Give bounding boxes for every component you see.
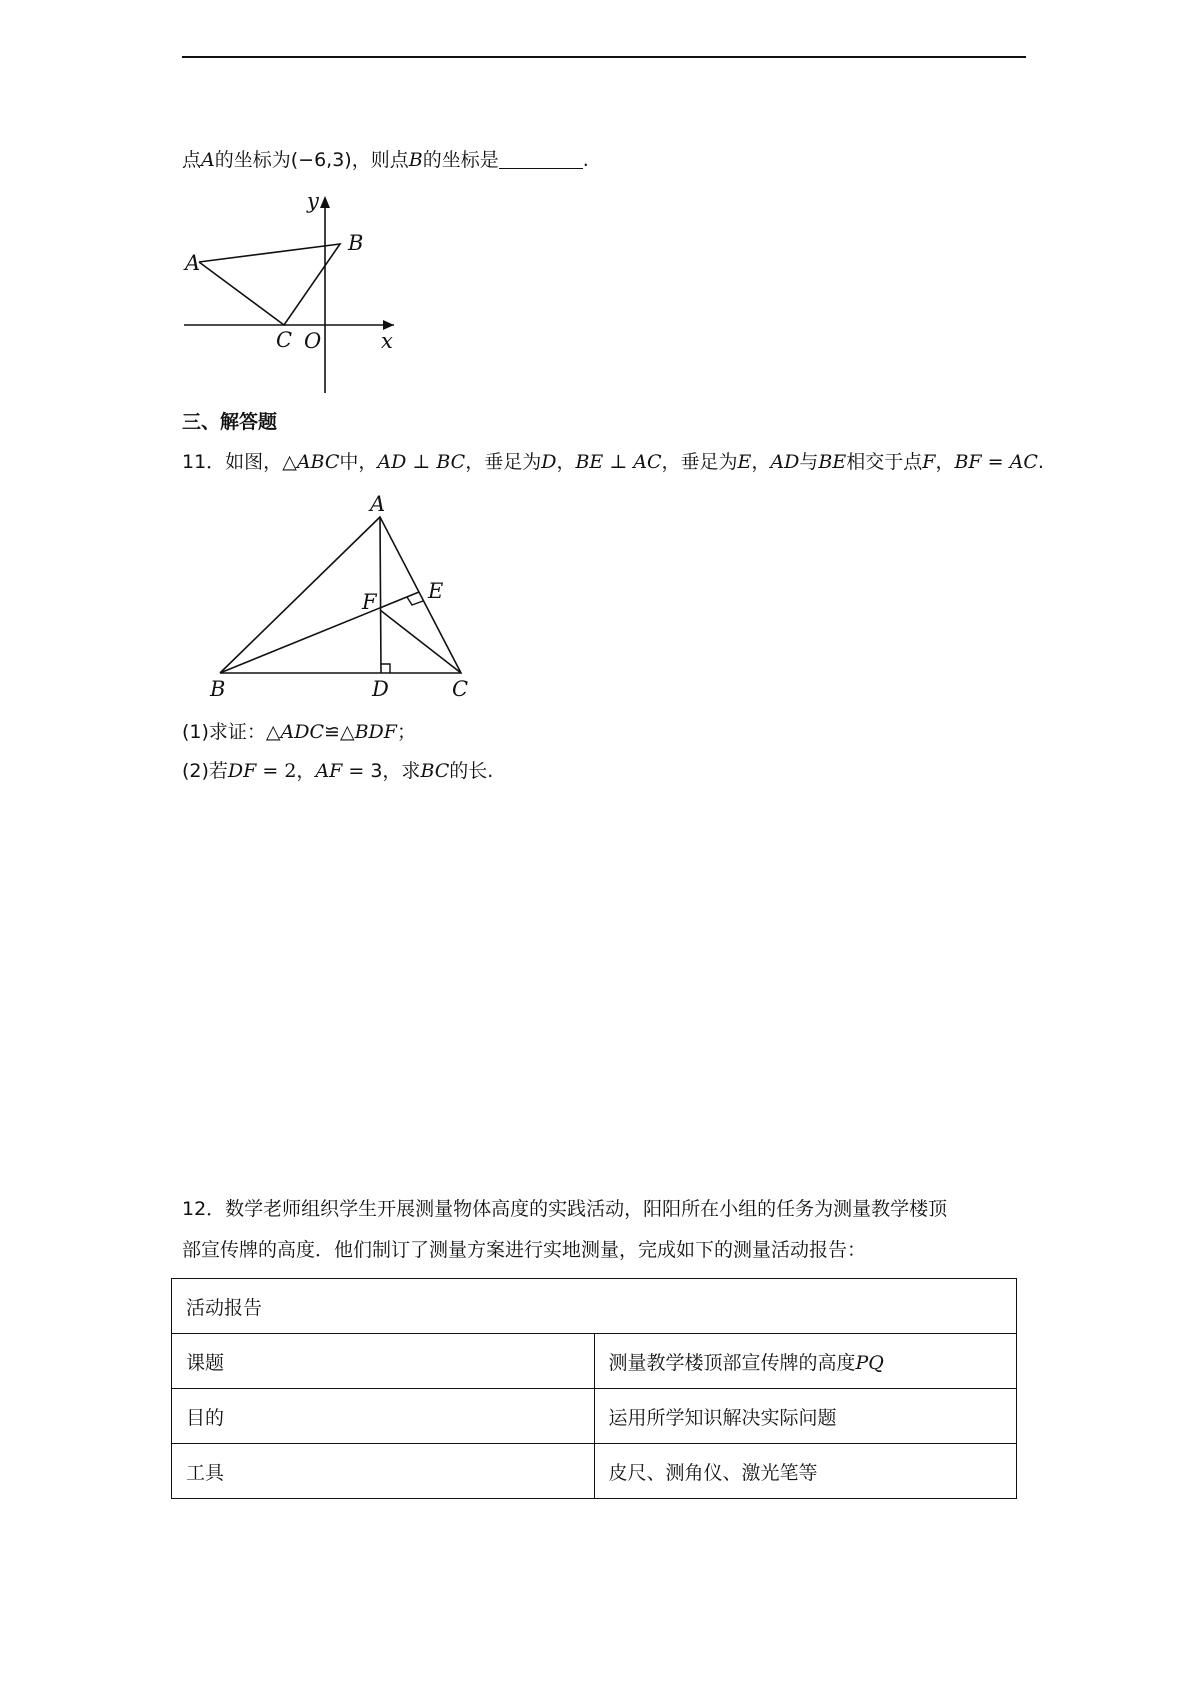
label-y: y xyxy=(307,189,319,213)
q12-line-1: 12．数学老师组织学生开展测量物体高度的实践活动，阳阳所在小组的任务为测量教学楼顶 xyxy=(182,1198,948,1220)
congruent-symbol: ≌ xyxy=(324,721,340,743)
q12-line-2: 部宣传牌的高度．他们制订了测量方案进行实地测量，完成如下的测量活动报告： xyxy=(182,1239,867,1261)
triangle-abc-outline xyxy=(220,517,461,673)
answer-blank[interactable] xyxy=(499,150,583,169)
triangle-symbol: △ xyxy=(339,721,355,743)
q11-part: ， xyxy=(935,451,955,473)
part-2-end: 的长. xyxy=(449,760,494,782)
q11-part: 11．如图， xyxy=(182,451,283,473)
row-label: 工具 xyxy=(172,1444,595,1499)
point-a-label: A xyxy=(201,149,215,171)
part-1-prefix: (1)求证： xyxy=(182,721,266,743)
activity-report-table xyxy=(171,1278,1017,1499)
perp-symbol: ⊥ xyxy=(406,451,437,473)
label-c: C xyxy=(452,677,469,701)
math-ad: AD xyxy=(770,451,800,473)
segment-fc xyxy=(380,610,461,673)
row-value xyxy=(594,1334,1017,1389)
math-d: D xyxy=(541,451,557,473)
math-adc: ADC xyxy=(280,721,325,743)
label-x: x xyxy=(381,329,393,353)
triangle-symbol: △ xyxy=(282,451,297,473)
math-bdf: BDF xyxy=(354,721,397,743)
equals-symbol: = xyxy=(981,451,1010,473)
math-df: DF xyxy=(227,760,257,782)
point-b-label: B xyxy=(408,149,423,171)
label-b: B xyxy=(210,677,226,701)
q10-period: . xyxy=(582,149,589,171)
altitude-be xyxy=(220,592,419,673)
math-bf: BF xyxy=(954,451,982,473)
table-row xyxy=(172,1334,1017,1389)
math-bc: BC xyxy=(436,451,466,473)
perp-symbol: ⊥ xyxy=(603,451,634,473)
math-abc: ABC xyxy=(296,451,340,473)
label-d: D xyxy=(372,677,389,701)
part-2-eq2: = 3，求 xyxy=(342,760,421,782)
q10-text-part: 点 xyxy=(182,149,202,171)
q11-part: 与 xyxy=(799,451,819,473)
q11-part: ，垂足为 xyxy=(661,451,738,473)
q11-part: ， xyxy=(751,451,771,473)
math-ad: AD xyxy=(377,451,407,473)
math-ac: AC xyxy=(633,451,662,473)
math-ac: AC xyxy=(1009,451,1038,473)
math-af: AF xyxy=(315,760,343,782)
row-label: 课题 xyxy=(172,1334,595,1389)
label-b: B xyxy=(348,231,364,255)
q11-part: 相交于点 xyxy=(846,451,923,473)
label-e: E xyxy=(428,579,444,603)
label-a: A xyxy=(185,251,201,275)
q11-part: ，垂足为 xyxy=(465,451,542,473)
part-2-prefix: (2)若 xyxy=(182,760,228,782)
right-angle-mark-e xyxy=(407,597,423,605)
math-pq: PQ xyxy=(855,1351,884,1374)
row-value-text: 测量教学楼顶部宣传牌的高度 xyxy=(608,1351,856,1374)
row-value: 运用所学知识解决实际问题 xyxy=(594,1389,1017,1444)
math-be: BE xyxy=(818,451,847,473)
triangle-figure xyxy=(0,0,500,720)
row-label: 目的 xyxy=(172,1389,595,1444)
table-row xyxy=(172,1444,1017,1499)
q11-part: ， xyxy=(556,451,576,473)
right-angle-mark-d xyxy=(381,664,390,673)
triangle-symbol: △ xyxy=(265,721,281,743)
q11-part-1 xyxy=(182,719,416,745)
q11-part-2 xyxy=(182,758,493,784)
math-e: E xyxy=(737,451,752,473)
label-a: A xyxy=(370,492,386,516)
row-value: 皮尺、测角仪、激光笔等 xyxy=(594,1444,1017,1499)
label-origin: O xyxy=(304,329,322,353)
q10-text-part: 的坐标为(−6,3)，则点 xyxy=(214,149,409,171)
label-f: F xyxy=(362,590,377,614)
math-f: F xyxy=(922,451,936,473)
q10-text-part: 的坐标是 xyxy=(422,149,499,171)
table-title-row xyxy=(172,1279,1017,1334)
q11-part: 中， xyxy=(339,451,378,473)
altitude-ad xyxy=(380,517,381,673)
math-be: BE xyxy=(575,451,604,473)
label-c: C xyxy=(276,328,293,352)
report-title: 活动报告 xyxy=(172,1279,1017,1334)
q11-period: . xyxy=(1037,451,1044,473)
math-bc: BC xyxy=(420,760,450,782)
part-2-eq1: = 2， xyxy=(256,760,316,782)
part-1-end: ； xyxy=(396,721,416,743)
section-heading: 三、解答题 xyxy=(182,411,278,433)
table-row xyxy=(172,1389,1017,1444)
